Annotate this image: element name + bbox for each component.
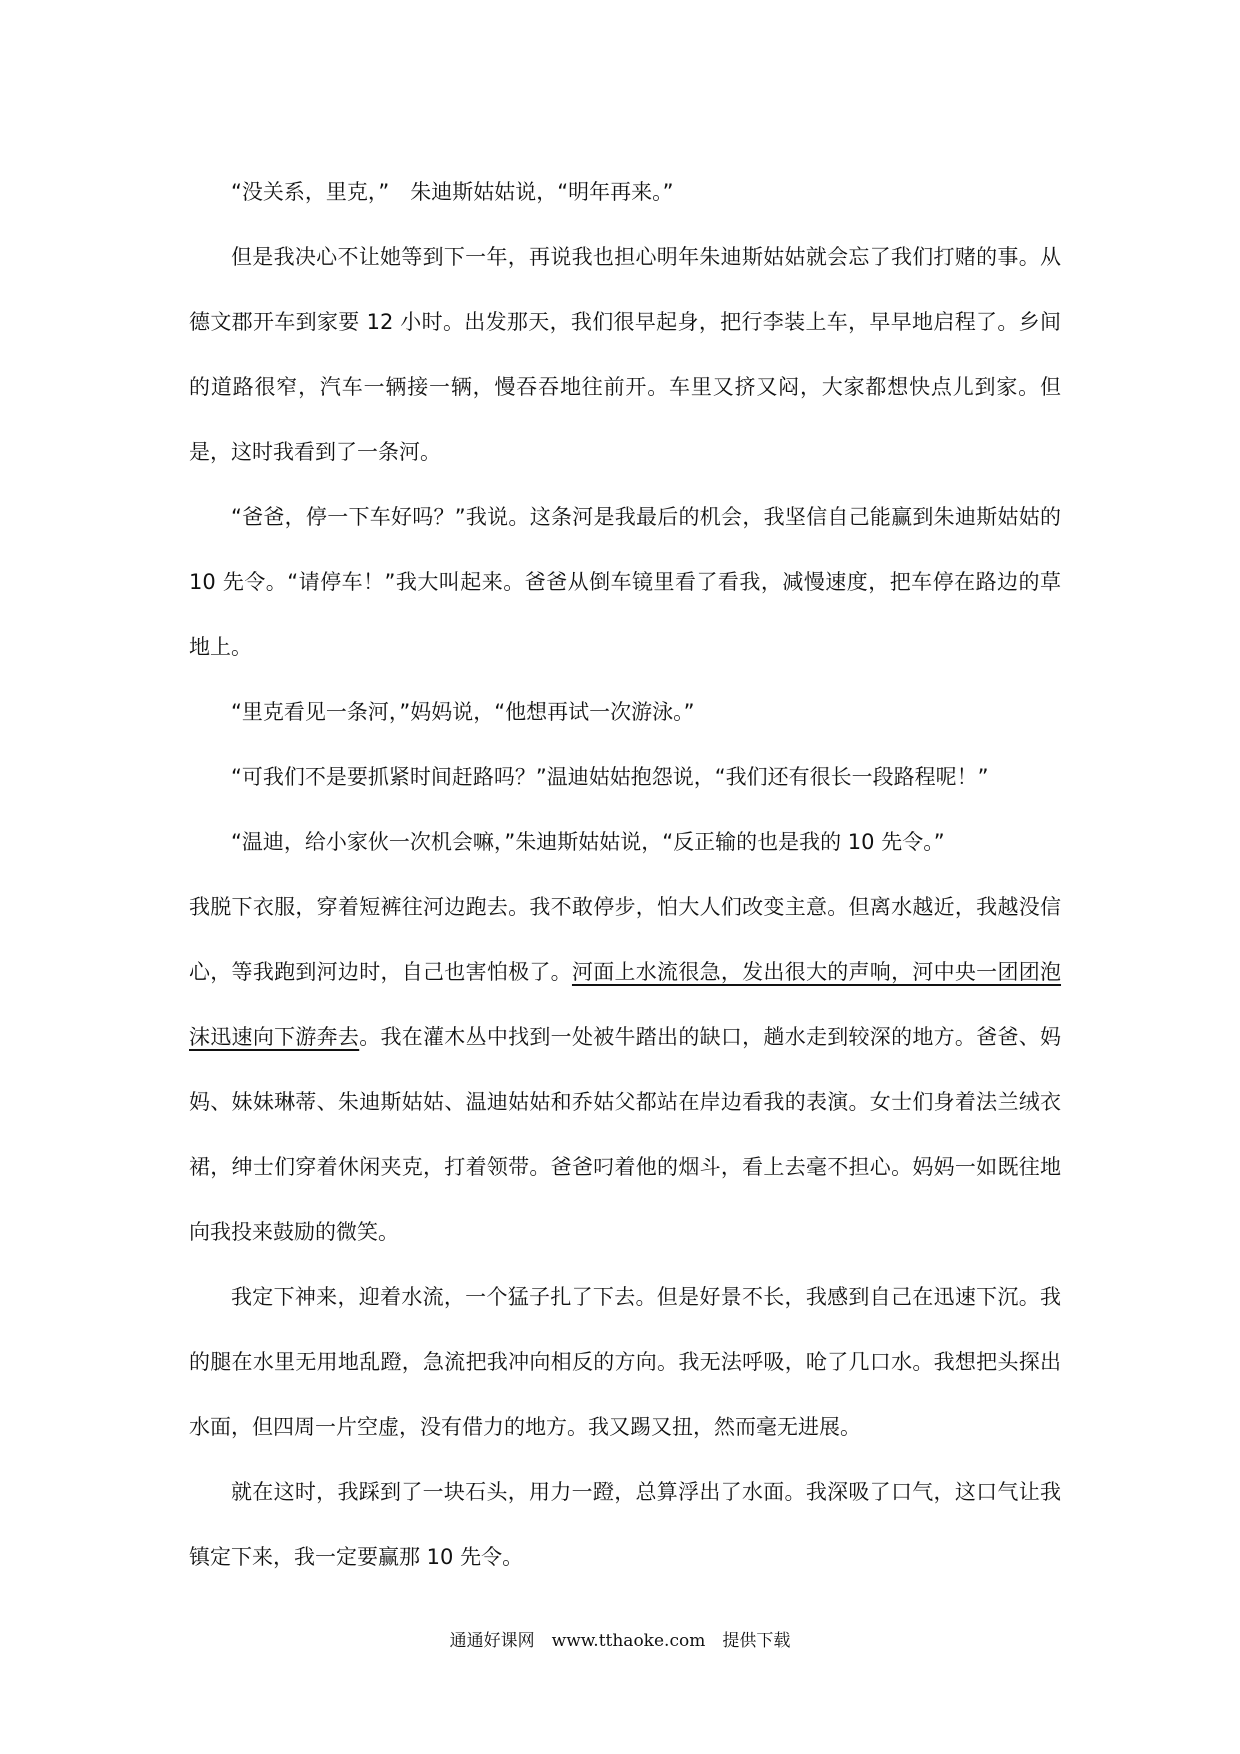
paragraph-7 (189, 875, 1061, 1265)
paragraph-4: “里克看见一条河，”妈妈说，“他想再试一次游泳。” (231, 700, 695, 724)
paragraph-7-before: 我脱下衣服，穿着短裤往河边跑去。我不敢停步，怕大人们改变主意。但离水越近，我越没信心，等我跑到河边时，自己也害怕极了。 (189, 895, 1061, 984)
paragraph-1: “没关系，里克，” 朱迪斯姑姑说，“明年再来。” (231, 180, 674, 204)
article-body (189, 160, 1061, 1590)
paragraph-5: “可我们不是要抓紧时间赶路吗？”温迪姑姑抱怨说，“我们还有很长一段路程呢！” (231, 765, 989, 789)
paragraph-9: 就在这时，我踩到了一块石头，用力一蹬，总算浮出了水面。我深吸了口气，这口气让我镇定下来，我一定要赢那 10 先令。 (189, 1480, 1061, 1569)
underlined-sentence: 河面上水流很急，发出很大的声响，河中央一团团泡沫迅速向下游奔去 (189, 960, 1062, 1049)
paragraph-7-after: 。我在灌木丛中找到一处被牛踏出的缺口，趟水走到较深的地方。爸爸、妈妈、妹妹琳蒂、朱迪斯姑姑、温迪姑姑和乔姑父都站在岸边看我的表演。女士们身着法兰绒衣裙，绅士们穿着休闲夹克，打着领带。爸爸叼着他的烟斗，看上去毫不担心。妈妈一如既往地向我投来鼓励的微笑。 (189, 1025, 1062, 1244)
paragraph-3: “爸爸，停一下车好吗？”我说。这条河是我最后的机会，我坚信自己能赢到朱迪斯姑姑的 10 先令。“请停车！”我大叫起来。爸爸从倒车镜里看了看我，减慢速度，把车停在路边的草地上。 (189, 505, 1061, 659)
page-footer: 通通好课网 www.tthaoke.com 提供下载 (449, 1631, 791, 1651)
paragraph-6: “温迪，给小家伙一次机会嘛，”朱迪斯姑姑说，“反正输的也是我的 10 先令。” (231, 830, 945, 854)
paragraph-8: 我定下神来，迎着水流，一个猛子扎了下去。但是好景不长，我感到自己在迅速下沉。我的腿在水里无用地乱蹬，急流把我冲向相反的方向。我无法呼吸，呛了几口水。我想把头探出水面，但四周一片空虚，没有借力的地方。我又踢又扭，然而毫无进展。 (189, 1285, 1061, 1439)
paragraph-2: 但是我决心不让她等到下一年，再说我也担心明年朱迪斯姑姑就会忘了我们打赌的事。从德文郡开车到家要 12 小时。出发那天，我们很早起身，把行李装上车，早早地启程了。乡间的道路很窄，汽车一辆接一辆，慢吞吞地往前开。车里又挤又闷，大家都想快点儿到家。但是，这时我看到了一条河。 (189, 245, 1061, 464)
